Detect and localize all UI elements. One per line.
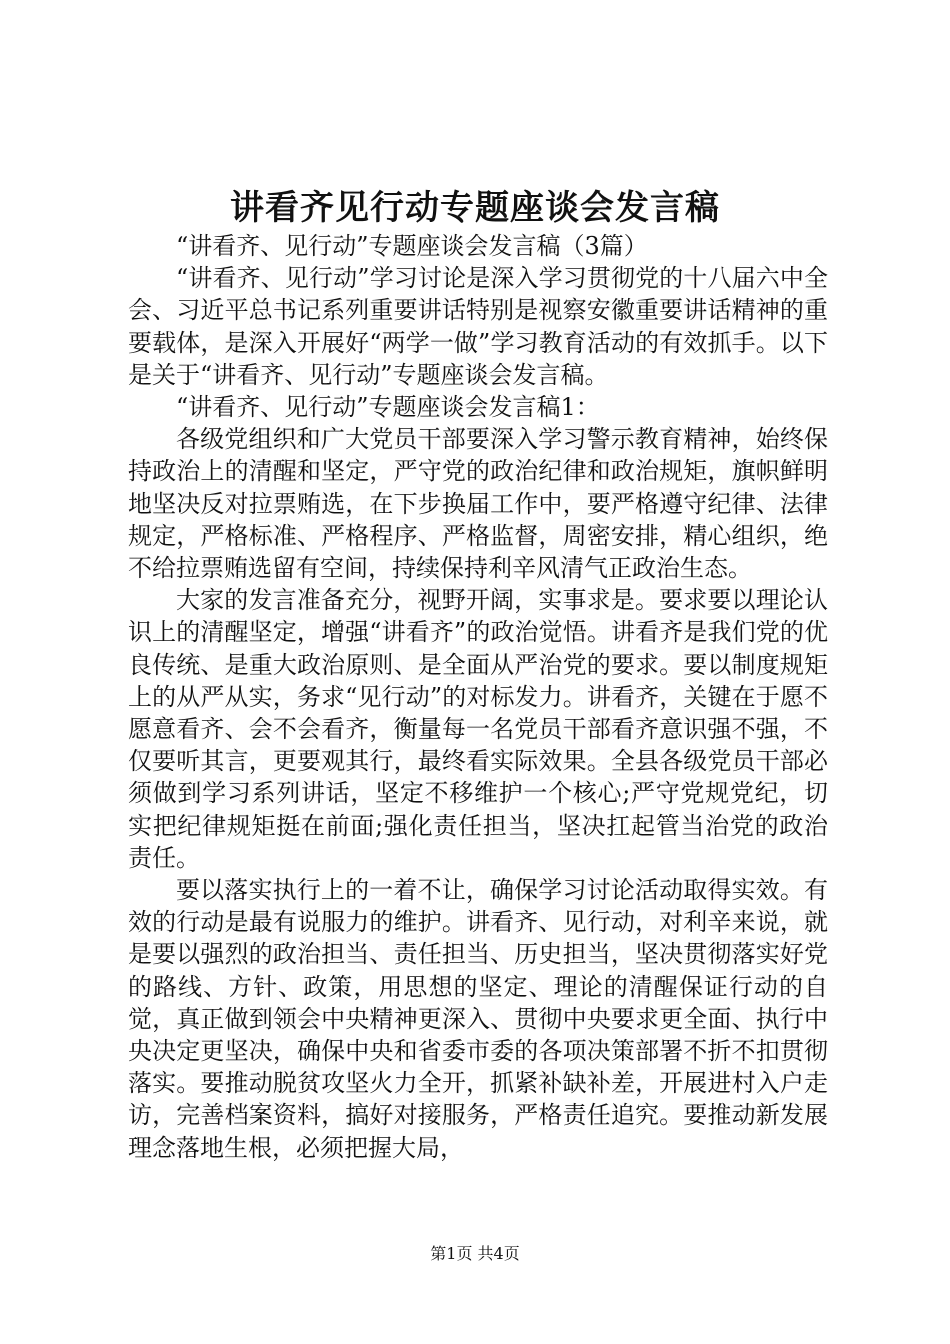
document-body: [128, 230, 828, 1164]
paragraph: 各级党组织和广大党员干部要深入学习警示教育精神，始终保持政治上的清醒和坚定，严守党的政治纪律和政治规矩，旗帜鲜明地坚决反对拉票贿选，在下步换届工作中，要严格遵守纪律、法律规定，严格标准、严格程序、严格监督，周密安排，精心组织，绝不给拉票贿选留有空间，持续保持利辛风清气正政治生态。: [128, 425, 828, 583]
document-title: 讲看齐见行动专题座谈会发言稿: [230, 188, 720, 228]
paragraph: 要以落实执行上的一着不让，确保学习讨论活动取得实效。有效的行动是最有说服力的维护。讲看齐、见行动，对利辛来说，就是要以强烈的政治担当、责任担当、历史担当，坚决贯彻落实好党的路线、方针、政策，用思想的坚定、理论的清醒保证行动的自觉，真正做到领会中央精神更深入、贯彻中央要求更全面、执行中央决定更坚决，确保中央和省委市委的各项决策部署不折不扣贯彻落实。要推动脱贫攻坚火力全开，抓紧补缺补差，开展进村入户走访，完善档案资料，搞好对接服务，严格责任追究。要推动新发展理念落地生根，必须把握大局，: [128, 876, 828, 1162]
paragraph: 大家的发言准备充分，视野开阔，实事求是。要求要以理论认识上的清醒坚定，增强“讲看齐”的政治觉悟。讲看齐是我们党的优良传统、是重大政治原则、是全面从严治党的要求。要以制度规矩上的从严从实，务求“见行动”的对标发力。讲看齐，关键在于愿不愿意看齐、会不会看齐，衡量每一名党员干部看齐意识强不强，不仅要听其言，更要观其行，最终看实际效果。全县各级党员干部必须做到学习系列讲话，坚定不移维护一个核心;严守党规党纪，切实把纪律规矩挺在前面;强化责任担当，坚决扛起管当治党的政治责任。: [128, 586, 828, 872]
paragraph-heading-1: “讲看齐、见行动”专题座谈会发言稿1：: [176, 393, 600, 422]
paragraph-intro: “讲看齐、见行动”学习讨论是深入学习贯彻党的十八届六中全会、习近平总书记系列重要讲话特别是视察安徽重要讲话精神的重要载体，是深入开展好“两学一做”学习教育活动的有效抓手。以下是关于“讲看齐、见行动”专题座谈会发言稿。: [128, 264, 828, 389]
paragraph-subtitle: “讲看齐、见行动”专题座谈会发言稿（3篇）: [176, 232, 648, 260]
page-footer: 第1页 共4页: [430, 1244, 520, 1263]
